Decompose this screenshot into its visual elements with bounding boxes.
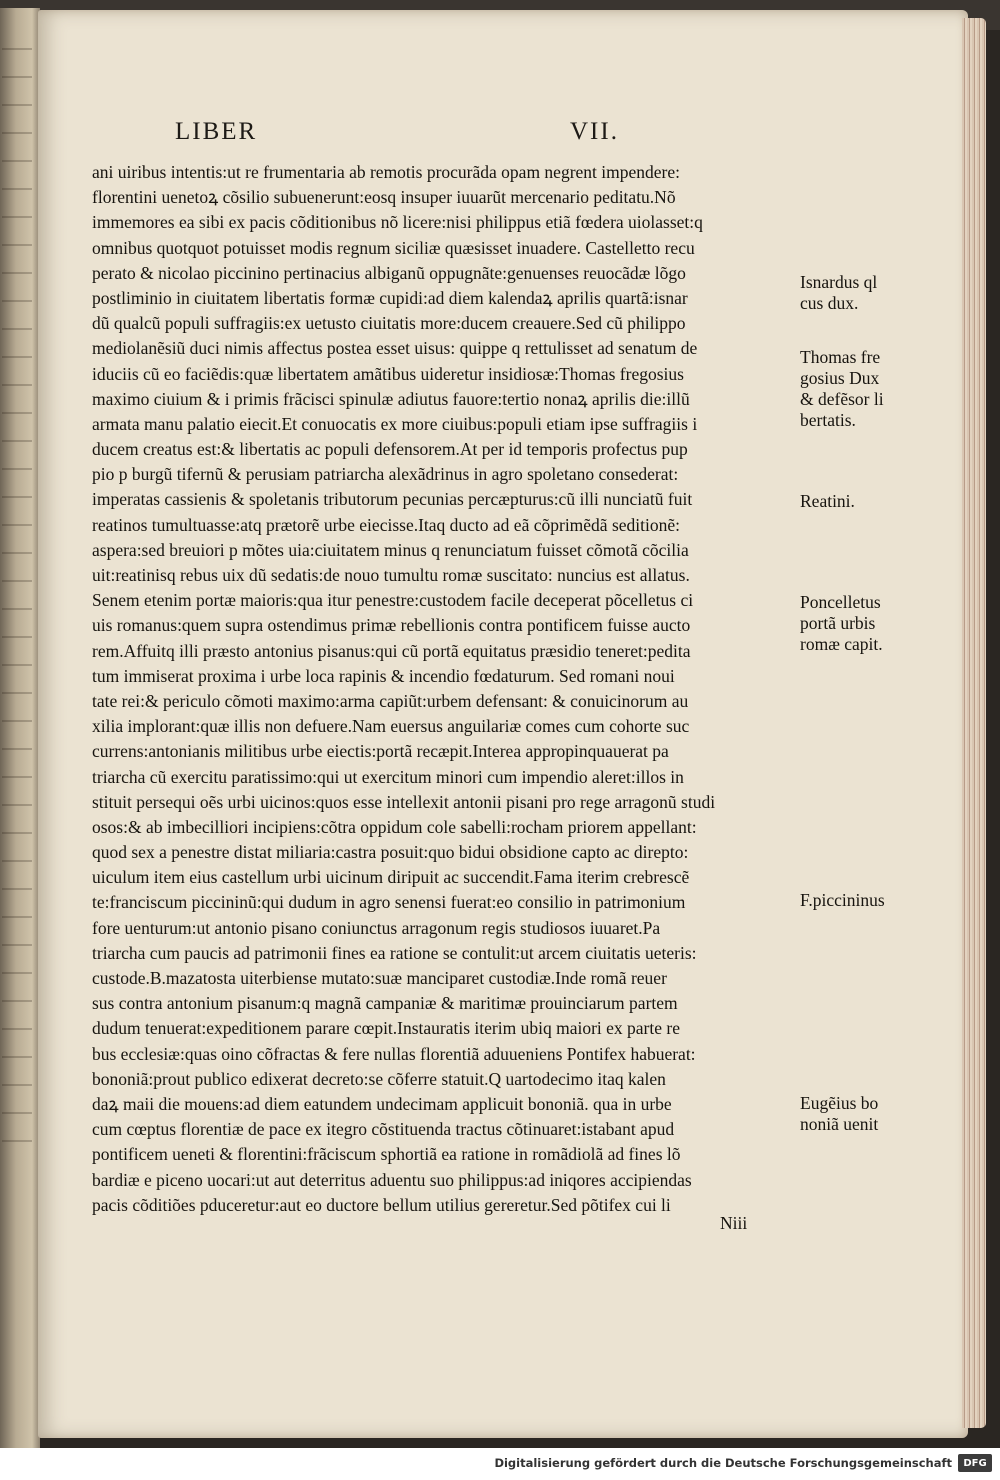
marginal-line: bertatis. [800, 410, 856, 430]
text-line: xilia implorant:quæ illis non defuere.Nam euersus anguilariæ comes cum cohorte suc [92, 716, 690, 737]
text-line: dũ qualcũ populi suffragiis:ex uetusto ciuitatis more:ducem creauere.Sed cũ philippo [92, 313, 686, 334]
text-line: te:franciscum piccininũ:qui dudum in agro senensi fuerat:eo consilio in patrimonium [92, 892, 686, 913]
text-line: pacis cõditiões pduceretur:aut eo ductore bellum utilius gereretur.Sed põtifex cui li [92, 1194, 671, 1215]
signature-mark: Niii [720, 1213, 748, 1233]
text-line: pontificem ueneti & florentini:frãciscum sphortiã ea ratione in romãdiolã ad fines lõ [92, 1144, 681, 1165]
footer-bar [0, 1448, 1000, 1480]
text-line: triarcha cum paucis ad patrimonii fines ea ratione se contulit:ut arcem ciuitatis ueteris: [92, 942, 697, 963]
text-line: triarcha cũ exercitu paratissimo:qui ut exercitum minori cum impendio aleret:illos in [92, 766, 684, 787]
marginal-line: Isnardus ql [800, 272, 878, 292]
dfg-logo-icon: DFG [958, 1454, 992, 1472]
text-line: quod sex a penestre distat miliaria:castra posuit:quo bidui obsidione capto ac direpto: [92, 842, 689, 863]
text-line: uiculum item eius castellum urbi uicinum diripuit ac succendit.Fama iterim crebrescẽ [92, 867, 690, 888]
text-line: aspera:sed breuiori p mõtes uia:ciuitatem minus q renunciatum fuisset cõmotã cõcilia [92, 539, 689, 560]
text-line: stituit persequi oẽs urbi uicinos:quos esse intellexit antonii pisani pro rege arragonũ studi [92, 791, 716, 812]
page-edges [962, 18, 986, 1428]
facing-page-text [2, 48, 32, 1148]
marginal-line: Eugẽius bo [800, 1093, 879, 1113]
footer-credit: Digitalisierung gefördert durch die Deutsche Forschungsgemeinschaft [494, 1456, 952, 1470]
text-line: omnibus quotquot potuisset modis regnum siciliæ quæsisset inuadere. Castelletto recu [92, 237, 695, 258]
text-line: sus contra antonium pisanum:q magnã campaniæ & maritimæ prouinciarum partem [92, 993, 678, 1014]
text-line: osos:& ab imbecilliori incipiens:cõtra oppidum cole sabelli:rocham priorem appellant: [92, 816, 697, 837]
text-line: tate rei:& periculo cõmoti maximo:arma capiũt:urbem defensant: & conuicinorum au [92, 690, 689, 711]
text-line: perato & nicolao piccinino pertinacius albiganũ oppugnãte:genuenses reuocãdæ lõgo [92, 262, 686, 283]
text-line: bardiæ e piceno uocari:ut aut deterritus aduentu suo philippus:ad iniqores accipiendas [92, 1169, 692, 1190]
text-line: postliminio in ciuitatem libertatis formæ cupidi:ad diem kalendaꝝ aprilis quartã:isnar [92, 287, 688, 308]
marginal-line: Poncelletus [800, 592, 881, 612]
text-line: pio p burgũ tifernũ & perusiam patriarcha alexãdrinus in agro spoletano consederat: [92, 464, 679, 485]
marginal-line: noniã uenit [800, 1114, 879, 1134]
marginal-line: F.piccininus [800, 890, 885, 910]
text-line: bononiã:prout publico edixerat decreto:se cõferre statuit.Q uartodecimo itaq kalen [92, 1068, 666, 1089]
running-head-right: VII. [570, 118, 619, 145]
text-line: ducem creatus est:& libertatis ac populi defensorem.At per id temporis profectus pup [92, 439, 688, 460]
text-line: fore uenturum:ut antonio pisano coniunctus arragonum regis studiosos iuuaret.Pa [92, 917, 661, 938]
marginal-note-reatini [800, 491, 930, 512]
marginal-note-eugenius [800, 1093, 930, 1135]
text-line: cum cœptus florentiæ de pace ex itegro cõstituenda tractus cõtinuaret:istabant apud [92, 1119, 675, 1140]
text-line: iduciis cũ eo faciẽdis:quæ libertatem amãtibus uideretur insidiosæ:Thomas fregosius [92, 363, 684, 384]
marginal-line: gosius Dux [800, 368, 880, 388]
text-line: tum immiserat proxima i urbe loca rapinis & incendio fœdaturum. Sed romani noui [92, 665, 675, 686]
text-line: daꝝ maii die mouens:ad diem eatundem undecimam applicuit bononiã. qua in urbe [92, 1093, 672, 1114]
running-head-left: LIBER [175, 118, 258, 145]
text-line: imperatas cassienis & spoletanis tributorum pecunias percæpturus:cũ illi nunciatũ fuit [92, 489, 693, 510]
text-line: reatinos tumultuasse:atq prætorẽ urbe eiecisse.Itaq ducto ad eã cõprimẽdã seditionẽ: [92, 514, 680, 535]
marginal-note-isnardus [800, 272, 930, 314]
text-line: custode.B.mazatosta uiterbiense mutato:suæ manciparet custodiæ.Inde romã reuer [92, 968, 667, 988]
marginal-line: portã urbis [800, 613, 876, 633]
text-line: uit:reatinisq rebus uix dũ sedatis:de nouo tumultu romæ suscitato: nuncius est allatus. [92, 565, 690, 585]
text-line: maximo ciuium & i primis frãcisci spinulæ adiutus fauore:tertio nonaꝝ aprilis die:illũ [92, 388, 690, 409]
text-line: uis romanus:quem supra ostendimus primæ rebellionis contra pontificem fuisse aucto [92, 615, 691, 636]
facing-page-edge [0, 8, 40, 1448]
text-line: armata manu palatio eiecit.Et conuocatis ex more ciuibus:populi etiam ipse suffragiis i [92, 413, 698, 434]
marginal-line: cus dux. [800, 293, 859, 313]
text-line: ani uiribus intentis:ut re frumentaria ab remotis procurãda opam negrent impendere: [92, 162, 680, 182]
marginal-note-thomas [800, 347, 930, 431]
marginal-line: Reatini. [800, 491, 855, 511]
text-line: bus ecclesiæ:quas oino cõfractas & fere nullas florentiã aduueniens Pontifex habuerat: [92, 1043, 696, 1064]
text-line: dudum tenuerat:expeditionem parare cœpit.Instauratis iterim ubiq maiori ex parte re [92, 1018, 680, 1039]
marginal-note-piccininus [800, 890, 930, 911]
text-line: rem.Affuitq illi præsto antonius pisanus:qui cũ portã equitatus præsidio teneret:pedita [92, 640, 691, 661]
marginal-line: Thomas fre [800, 347, 881, 367]
marginal-line: romæ capit. [800, 634, 883, 654]
text-line: currens:antonianis militibus urbe eiectis:portã recæpit.Interea appropinquauerat pa [92, 741, 669, 762]
marginal-note-poncelletus [800, 592, 930, 655]
main-text-block [92, 160, 792, 1218]
text-line: immemores ea sibi ex pacis cõditionibus nõ licere:nisi philippus etiã fœdera uiolasset:q [92, 212, 703, 233]
text-line: Senem etenim portæ maioris:qua itur penestre:custodem facile deceperat põcelletus ci [92, 590, 694, 611]
text-line: mediolanẽsiũ duci nimis affectus postea esset uisus: quippe q rettulisset ad senatum de [92, 338, 698, 359]
text-line: florentini uenetoꝝ cõsilio subuenerunt:eosq insuper iuuarũt mercenario peditatu.Nõ [92, 187, 676, 208]
marginal-line: & defẽsor li [800, 389, 884, 409]
